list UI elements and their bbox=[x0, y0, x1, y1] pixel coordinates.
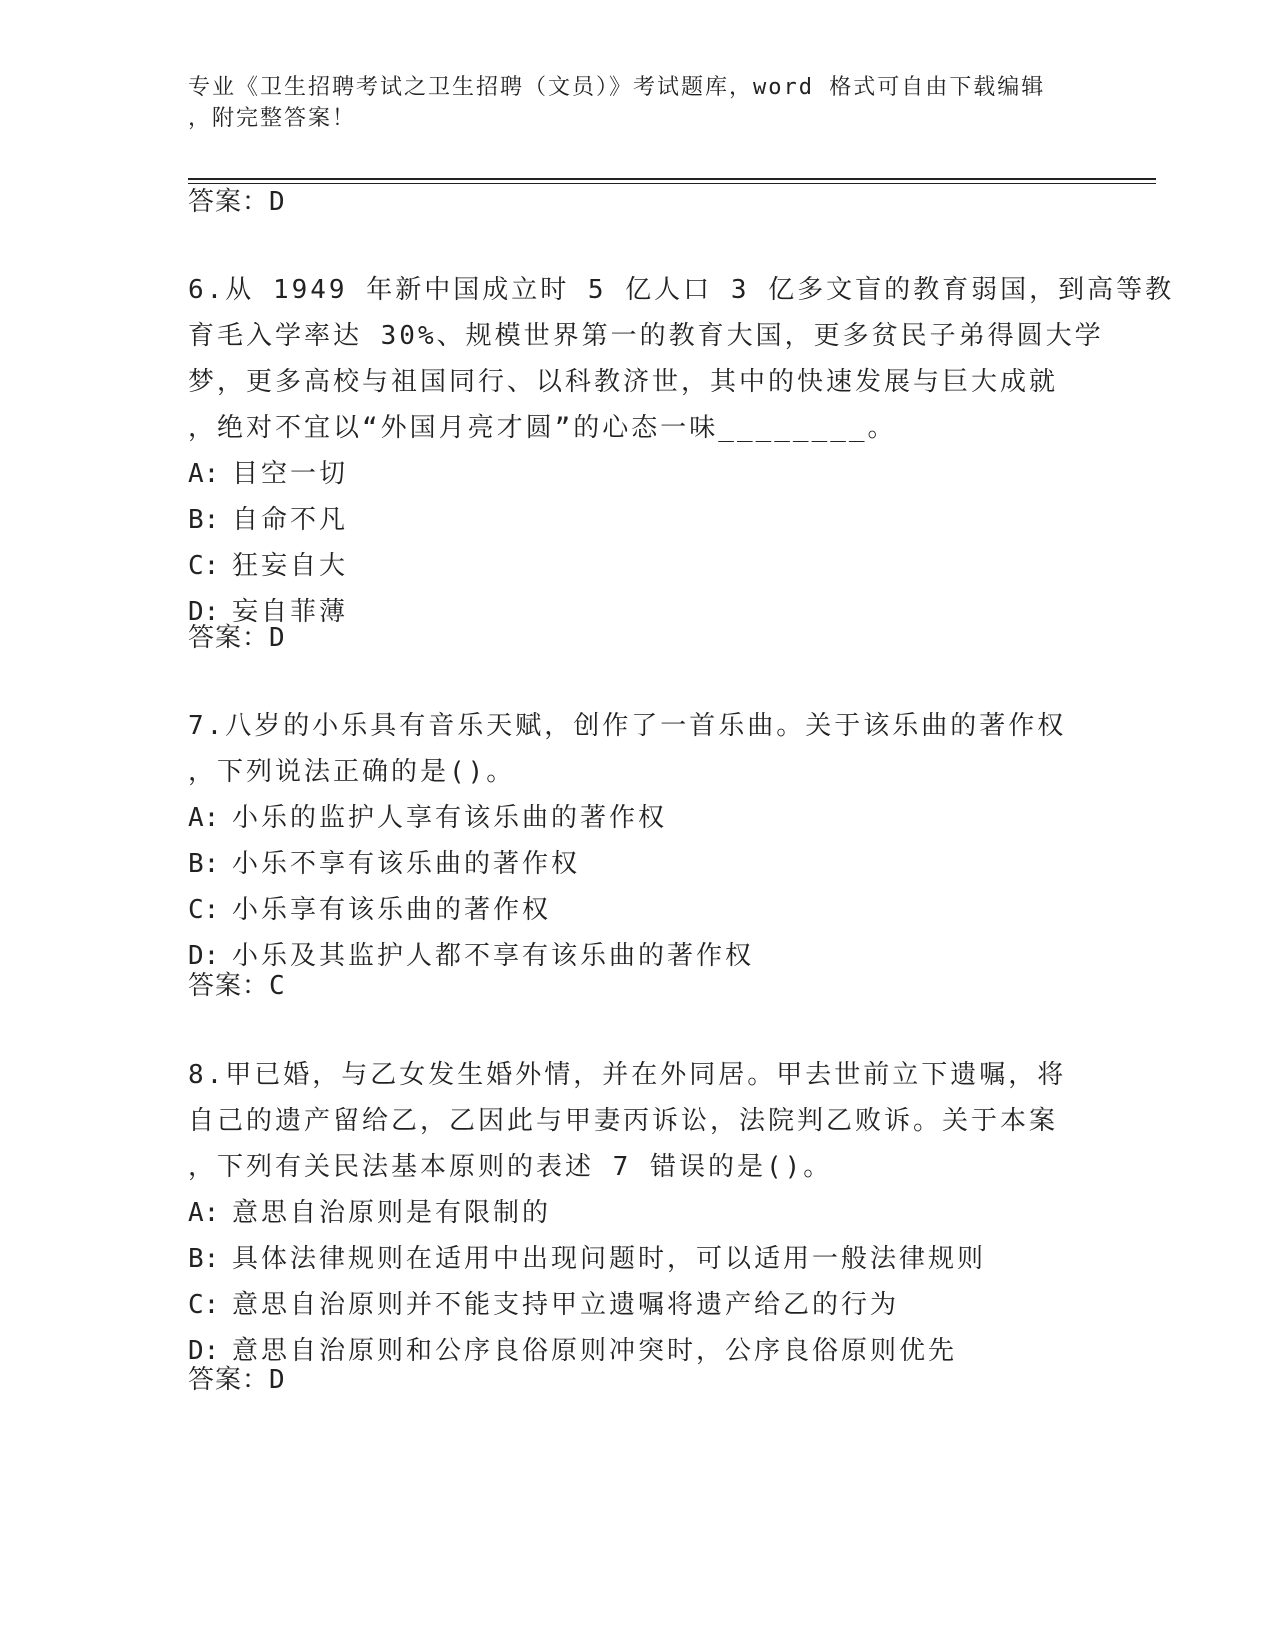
answer-label: 答案： bbox=[188, 1365, 270, 1395]
option-c bbox=[188, 543, 1148, 589]
stem-line: 8.甲已婚，与乙女发生婚外情，并在外同居。甲去世前立下遗嘱，将 bbox=[188, 1060, 1067, 1090]
option-key: C: bbox=[188, 551, 220, 581]
answer-label: 答案： bbox=[188, 623, 270, 653]
option-text: 小乐享有该乐曲的著作权 bbox=[232, 895, 552, 925]
question-7 bbox=[188, 703, 1148, 979]
answer-line bbox=[188, 184, 285, 220]
option-a bbox=[188, 451, 1148, 497]
question-stem bbox=[188, 267, 1175, 451]
answer-line bbox=[188, 620, 285, 656]
option-text: 小乐及其监护人都不享有该乐曲的著作权 bbox=[232, 941, 755, 971]
answer-value: C bbox=[269, 971, 285, 1001]
option-a bbox=[188, 1190, 1148, 1236]
question-8 bbox=[188, 1052, 1148, 1374]
header-line: ，附完整答案！ bbox=[188, 106, 357, 131]
option-key: C: bbox=[188, 895, 220, 925]
stem-line: ，下列有关民法基本原则的表述 7 错误的是()。 bbox=[188, 1152, 833, 1182]
option-b bbox=[188, 841, 1148, 887]
option-key: D: bbox=[188, 941, 220, 971]
stem-line: 7.八岁的小乐具有音乐天赋，创作了一首乐曲。关于该乐曲的著作权 bbox=[188, 711, 1067, 741]
answer-line bbox=[188, 1362, 285, 1398]
option-text: 意思自治原则是有限制的 bbox=[232, 1198, 552, 1228]
option-d bbox=[188, 933, 1148, 979]
option-c bbox=[188, 1282, 1148, 1328]
option-text: 小乐不享有该乐曲的著作权 bbox=[232, 849, 581, 879]
header-line: 专业《卫生招聘考试之卫生招聘（文员）》考试题库，word 格式可自由下载编辑 bbox=[188, 75, 1046, 100]
option-d bbox=[188, 589, 1148, 635]
option-key: B: bbox=[188, 505, 220, 535]
option-key: C: bbox=[188, 1290, 220, 1320]
stem-line: ，下列说法正确的是()。 bbox=[188, 757, 516, 787]
stem-line: 梦，更多高校与祖国同行、以科教济世，其中的快速发展与巨大成就 bbox=[188, 367, 1059, 397]
stem-line: 6.从 1949 年新中国成立时 5 亿人口 3 亿多文盲的教育弱国，到高等教 bbox=[188, 275, 1175, 305]
answer-line bbox=[188, 968, 285, 1004]
option-text: 妄自菲薄 bbox=[232, 597, 349, 627]
header-divider bbox=[188, 178, 1156, 180]
answer-value: D bbox=[269, 623, 285, 653]
answer-label: 答案： bbox=[188, 187, 270, 217]
option-c bbox=[188, 887, 1148, 933]
question-stem bbox=[188, 1052, 1148, 1190]
option-text: 小乐的监护人享有该乐曲的著作权 bbox=[232, 803, 668, 833]
option-text: 目空一切 bbox=[232, 459, 349, 489]
option-text: 具体法律规则在适用中出现问题时，可以适用一般法律规则 bbox=[232, 1244, 987, 1274]
stem-line: 自己的遗产留给乙，乙因此与甲妻丙诉讼，法院判乙败诉。关于本案 bbox=[188, 1106, 1059, 1136]
option-b bbox=[188, 497, 1148, 543]
option-key: B: bbox=[188, 1244, 220, 1274]
option-key: A: bbox=[188, 459, 220, 489]
answer-value: D bbox=[269, 1365, 285, 1395]
stem-line: ，绝对不宜以“外国月亮才圆”的心态一味________。 bbox=[188, 413, 897, 443]
header-divider-thin bbox=[188, 183, 1156, 184]
question-stem bbox=[188, 703, 1148, 795]
option-key: A: bbox=[188, 1198, 220, 1228]
option-a bbox=[188, 795, 1148, 841]
option-b bbox=[188, 1236, 1148, 1282]
option-text: 意思自治原则和公序良俗原则冲突时，公序良俗原则优先 bbox=[232, 1336, 958, 1366]
document-header bbox=[188, 72, 1088, 134]
option-text: 狂妄自大 bbox=[232, 551, 349, 581]
option-text: 自命不凡 bbox=[232, 505, 349, 535]
answer-value: D bbox=[269, 187, 285, 217]
option-key: A: bbox=[188, 803, 220, 833]
option-key: B: bbox=[188, 849, 220, 879]
option-key: D: bbox=[188, 597, 220, 627]
question-6 bbox=[188, 267, 1175, 635]
stem-line: 育毛入学率达 30%、规模世界第一的教育大国，更多贫民子弟得圆大学 bbox=[188, 321, 1104, 351]
option-d bbox=[188, 1328, 1148, 1374]
answer-label: 答案： bbox=[188, 971, 270, 1001]
option-text: 意思自治原则并不能支持甲立遗嘱将遗产给乙的行为 bbox=[232, 1290, 900, 1320]
option-key: D: bbox=[188, 1336, 220, 1366]
